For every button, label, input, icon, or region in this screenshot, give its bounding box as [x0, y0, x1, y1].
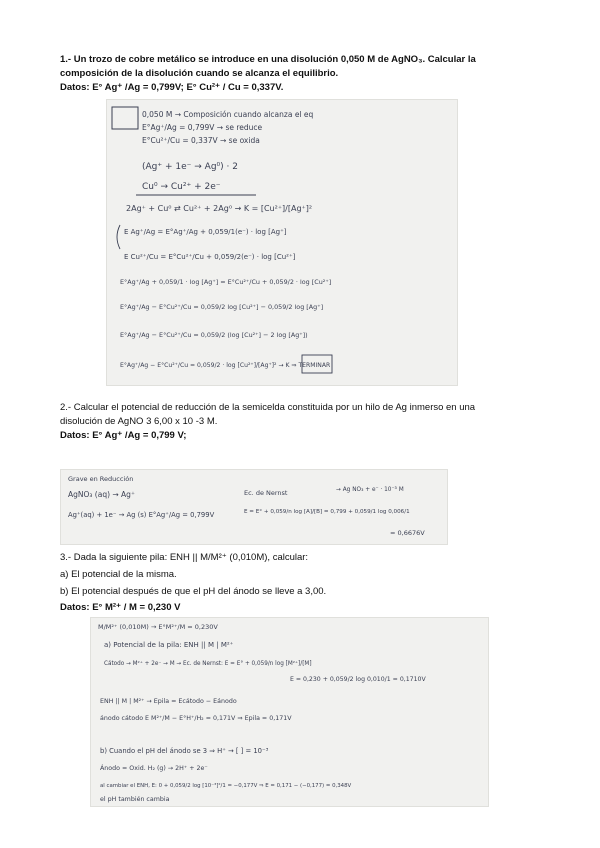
- p1-hw-line: (Ag⁺ + 1e⁻ → Ag⁰) · 2: [142, 162, 238, 172]
- p1-hw-line: E°Ag⁺/Ag = 0,799V → se reduce: [142, 123, 263, 132]
- problem3-statement: 3.- Dada la siguiente pila: ENH || M/M²⁺ (0,010M), calcular:: [60, 552, 309, 563]
- p3-hw-line: M/M²⁺ (0,010M) → E°M²⁺/M = 0,230V: [98, 623, 218, 631]
- problem3-handwritten-photo: [90, 617, 489, 807]
- p2-hw-line: Ec. de Nernst: [244, 489, 288, 497]
- problem2-statement-line2: disolución de AgNO 3 6,00 x 10 -3 M.: [60, 416, 218, 427]
- problem1-statement-line1: 1.- Un trozo de cobre metálico se introduce en una disolución 0,050 M de AgNO₃. Calcular la: [60, 54, 476, 65]
- p1-hw-line: E°Ag⁺/Ag − E°Cu²⁺/Cu = 0,059/2 · log [Cu²⁺]/[Ag⁺]² → K ⇒ TERMINAR: [120, 362, 331, 369]
- problem2-data: Datos: E° Ag⁺ /Ag = 0,799 V;: [60, 430, 187, 441]
- problem2-statement-line1: 2.- Calcular el potencial de reducción de la semicelda constituida por un hilo de Ag inmerso en una: [60, 402, 476, 413]
- p3-hw-line: ENH || M | M²⁺ → Epila = Ecátodo − Eánodo: [100, 698, 237, 705]
- p3-hw-line: Ánodo = Oxid. H₂ (g) → 2H⁺ + 2e⁻: [100, 765, 208, 772]
- p3-hw-line: Cátodo → M²⁺ + 2e⁻ → M → Ec. de Nernst: E = E° + 0,059/n log [M²⁺]/[M]: [104, 661, 312, 667]
- p2-hw-line: → Ag NO₃ + e⁻ · 10⁻³ M: [336, 487, 404, 493]
- p1-hw-line: E°Ag⁺/Ag − E°Cu²⁺/Cu = 0,059/2 (log [Cu²⁺] − 2 log [Ag⁺]): [120, 331, 308, 339]
- problem3-item-a: a) El potencial de la misma.: [60, 569, 177, 580]
- p2-hw-line: = 0,6676V: [390, 529, 425, 537]
- p1-hw-line: 0,050 M → Composición cuando alcanza el eq: [142, 110, 314, 119]
- p2-hw-line: Grave en Reducción: [68, 475, 134, 483]
- p1-hw-line: E°Ag⁺/Ag − E°Cu²⁺/Cu = 0,059/2 log [Cu²⁺] − 0,059/2 log [Ag⁺]: [120, 303, 324, 311]
- p1-hw-line: 2Ag⁺ + Cu⁰ ⇄ Cu²⁺ + 2Ag⁰ → K = [Cu²⁺]/[Ag⁺]²: [126, 204, 313, 213]
- problem1-statement-line2: composición de la disolución cuando se alcanza el equilibrio.: [60, 68, 339, 79]
- p1-hw-line: Cu⁰ → Cu²⁺ + 2e⁻: [142, 182, 221, 192]
- problem1-data: Datos: E° Ag⁺ /Ag = 0,799V; E° Cu²⁺ / Cu = 0,337V.: [60, 82, 284, 93]
- p2-hw-line: E = E° + 0,059/n log [A]/[B] = 0,799 + 0,059/1 log 0,006/1: [244, 509, 410, 515]
- p3-hw-line: ánodo cátodo E M²⁺/M − E°H⁺/H₂ = 0,171V ⇒ Epila = 0,171V: [100, 715, 292, 722]
- p1-hw-line: E°Cu²⁺/Cu = 0,337V → se oxida: [142, 136, 260, 145]
- problem3-data: Datos: E° M²⁺ / M = 0,230 V: [60, 602, 181, 613]
- p3-hw-line: a) Potencial de la pila: ENH || M | M²⁺: [104, 641, 234, 649]
- problem2-handwritten-photo: [60, 469, 448, 545]
- problem1-handwritten-photo: [106, 99, 458, 386]
- problem3-item-b: b) El potencial después de que el pH del ánodo se lleve a 3,00.: [60, 586, 327, 597]
- p2-hw-line: Ag⁺(aq) + 1e⁻ → Ag (s) E°Ag⁺/Ag = 0,799V: [68, 511, 215, 519]
- p3-hw-line: al cambiar el ENH, E: 0 + 0,059/2 log [10⁻³]²/1 = −0,177V ⇒ E = 0,171 − (−0,177) = 0,348V: [100, 783, 352, 789]
- p3-hw-line: E = 0,230 + 0,059/2 log 0,010/1 = 0,1710V: [290, 676, 426, 683]
- p1-hw-line: E°Ag⁺/Ag + 0,059/1 · log [Ag⁺] = E°Cu²⁺/Cu + 0,059/2 · log [Cu²⁺]: [120, 278, 332, 286]
- p2-hw-line: AgNO₃ (aq) → Ag⁺: [68, 490, 135, 499]
- p1-hw-line: E Ag⁺/Ag = E°Ag⁺/Ag + 0,059/1(e⁻) · log [Ag⁺]: [124, 228, 287, 236]
- p1-hw-line: E Cu²⁺/Cu = E°Cu²⁺/Cu + 0,059/2(e⁻) · log [Cu²⁺]: [124, 253, 296, 261]
- p3-hw-line: b) Cuando el pH del ánodo se 3 ⇒ H⁺ → [ ] = 10⁻³: [100, 747, 269, 755]
- p3-hw-line: el pH también cambia: [100, 796, 170, 803]
